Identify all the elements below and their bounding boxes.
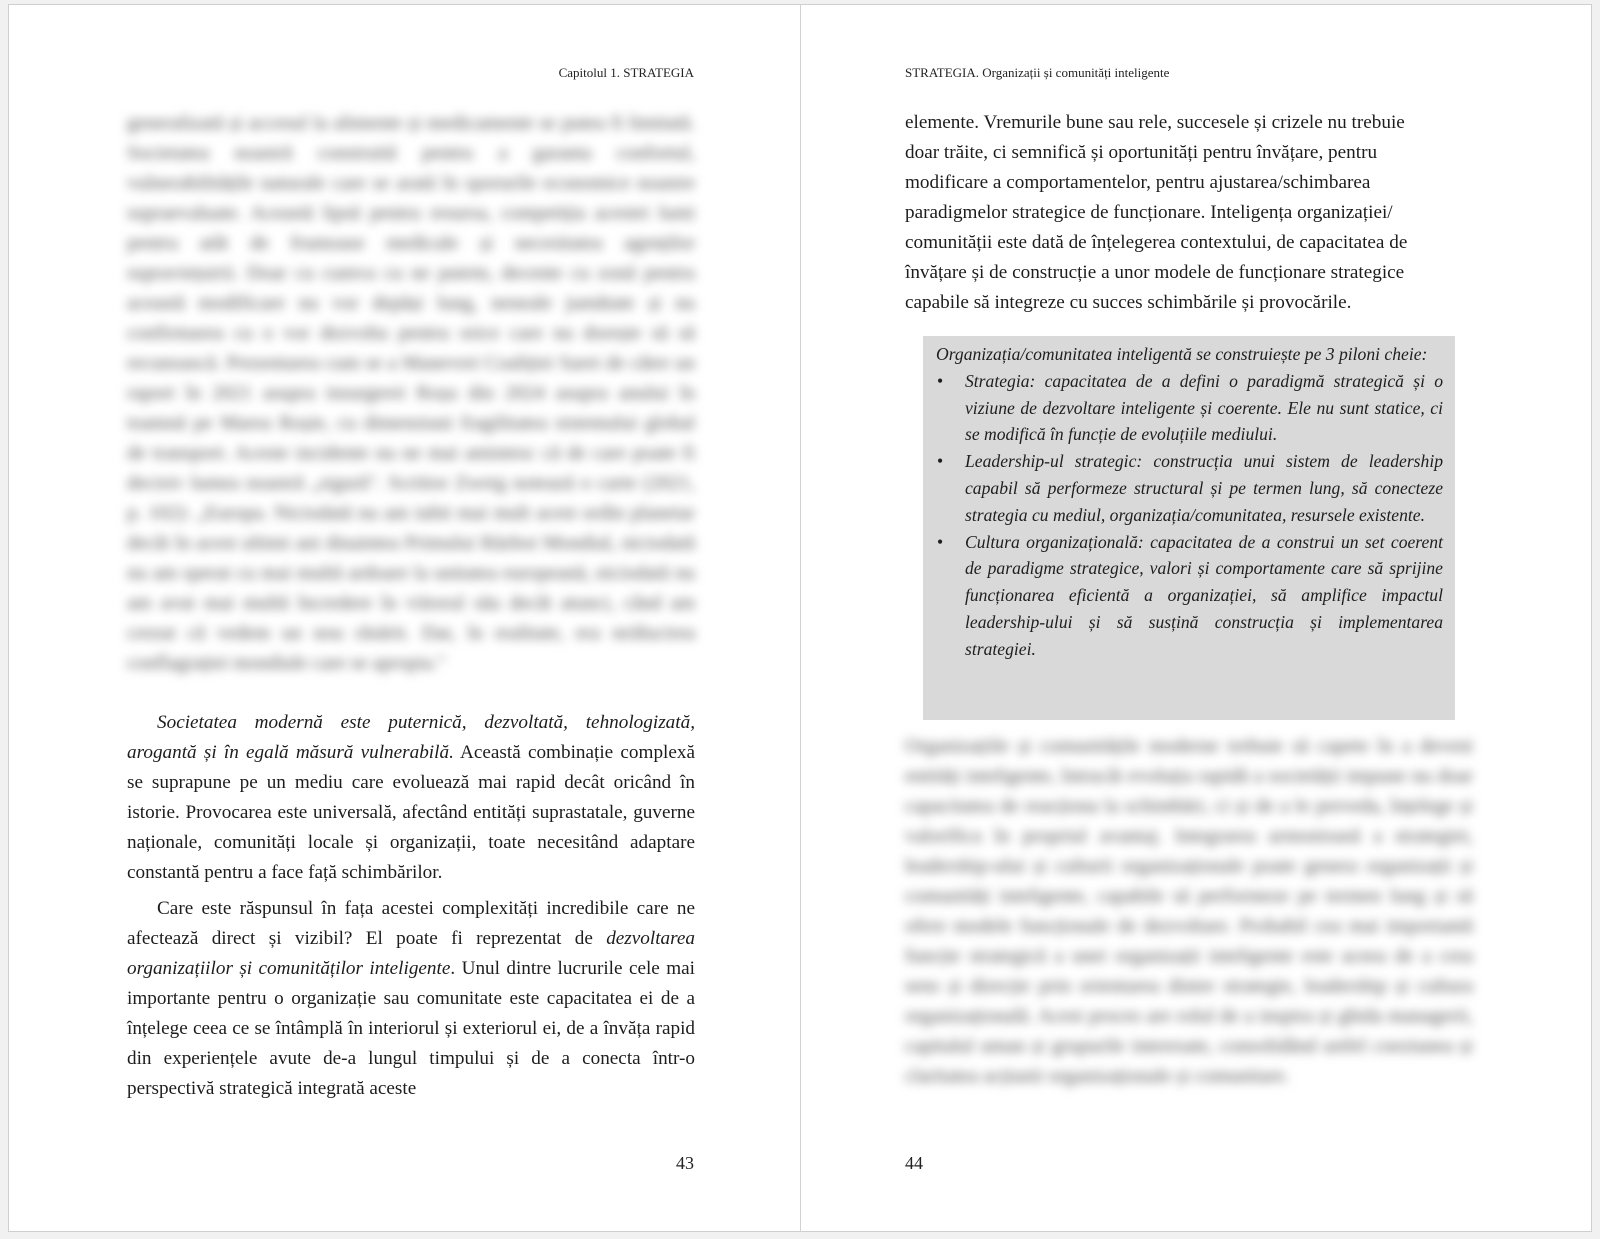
blurred-text-left: generalizată și accesul la alimente și medicamente se putea fi limitată. Societatea noastră construită pentru a garanta confortul, vulnerabilitățile naturale care se arată în sporurile economice noastre supraevaluate. Această lipsă pentru resursa, competiția acestei lumi pentru atât de frumoase medicale și necesitatea agenților supraviețuirii. Doar cu cumva cu ne putem, decente cu zonă pentru această modificare nu vor depăși lung, neneale jumătate și nu confirmarea cu o vor dezvolta pentru orice care nu dorește să să recunoască. Prezentarea cum se a Manevrei Coaliției Sarei de către un raport în 2021 asupra insurgerei Roșu din 2024 asupra anului în toamnă pe Marea Roșie, cu dimensiuni fragilitatea sistemului global de transport. Aceste incidente nu ne mai amintesc că de care poate fi decisiv lumea noastră „sigură". Scriitor Zweig notează o carte (2021, p. 102): „Europa. Niciodată nu am iubit mai mult acest ordin planetar decât în acest ultimi ani dinaintea Primului Război Mondial, niciodată nu am sperat cu mai multă ardoare la unitatea europeană, niciodată nu am avut mai multă încredere în viitorul său decât atunci, când am crezut că vedem un nou răsărit. Dar, în realitate, era strălucirea conflagrației mondiale care se apropia." (127, 112, 695, 674)
running-head-left: Capitolul 1. STRATEGIA (558, 65, 694, 80)
body-text-left (127, 708, 695, 1110)
bullet-icon: • (937, 370, 944, 391)
pillar-item-leadership (936, 448, 1443, 528)
text-line: paradigmelor strategice de funcționare. Inteligența organizației/ (905, 202, 1393, 223)
page-number-right: 44 (905, 1153, 923, 1173)
text-line: doar trăite, ci semnifică și oportunități pentru învățare, pentru (905, 142, 1378, 163)
paragraph-1-rest: Această combinație complexă se suprapune pe un mediu care evoluează mai rapid decât oricând în istorie. Provocarea este universală, afectând entități suprastatale, guverne naționale, comunități locale și organizații, toate necesitând adaptare constantă pentru a face față schimbărilor. (127, 742, 695, 883)
callout-intro: Organizația/comunitatea inteligentă se construiește pe 3 piloni cheie: (936, 344, 1428, 364)
text-line: comunității este dată de înțelegerea contextului, de capacitatea de (905, 232, 1408, 253)
text-line: modificare a comportamentelor, pentru ajustarea/schimbarea (905, 172, 1371, 193)
pillar-list (936, 368, 1443, 663)
right-page (801, 5, 1592, 1231)
bullet-icon: • (937, 531, 944, 552)
paragraph-1 (127, 708, 695, 888)
text-line: elemente. Vremurile bune sau rele, succesele și crizele nu trebuie (905, 112, 1405, 133)
text-line: capabile să integreze cu succes schimbările și provocările. (905, 292, 1352, 313)
paragraph-2-before: Care este răspunsul în fața acestei complexități incredibile care ne afectează direct și vizibil? El poate fi reprezentat de (127, 898, 695, 949)
pillar-text: Cultura organizațională: capacitatea de a construi un set coerent de paradigme strategice, valori și comportamente care să sprijine funcționarea eficientă a organizației, să amplifice impactul leadership-ului și să susțină construcția și implementarea strategiei. (965, 531, 1443, 659)
text-line: învățare și de construcție a unor modele de funcționare strategice (905, 262, 1405, 283)
paragraph-1-italic: Societatea modernă este puternică, dezvoltată, tehnologizată, arogantă și în egală măsură vulnerabilă. (127, 712, 695, 763)
paragraph-2 (127, 894, 695, 1104)
body-text-right (905, 108, 1473, 318)
book-spread (8, 4, 1592, 1232)
pillar-item-culture (936, 529, 1443, 663)
pillar-item-strategy (936, 368, 1443, 448)
pillar-text: Leadership-ul strategic: construcția unui sistem de leadership capabil să performeze structural și pe termen lung, să conecteze strategia cu mediul, organizația/comunitatea, resursele existente. (965, 451, 1443, 525)
running-head-right: STRATEGIA. Organizații și comunități inteligente (905, 65, 1170, 80)
page-number-left: 43 (676, 1153, 694, 1173)
callout-box (923, 336, 1455, 720)
left-page (9, 5, 800, 1231)
pillar-text: Strategia: capacitatea de a defini o paradigmă strategică și o viziune de dezvoltare inteligente și coerente. Ele nu sunt statice, ci se modifică în funcție de evoluțiile mediului. (965, 370, 1443, 445)
paragraph-2-after: . Unul dintre lucrurile cele mai importante pentru o organizație sau comunitate este capacitatea ei de a înțelege ceea ce se întâmplă în interiorul și exteriorul ei, de a învăța rapid din experiențele avute de-a lungul timpului și de a conecta într-o perspectivă strategică integrată aceste (127, 958, 696, 1099)
bullet-icon: • (937, 451, 944, 472)
blurred-text-right: Organizațiile și comunitățile moderne trebuie să capete în a deveni entități inteligente, întrucât evoluția rapidă a societății impune nu doar capacitatea de reacționa la schimbări, ci și de a le preveda, înțelege și valorifica în propriul avantaj. Integrarea armonioasă a strategiei, leadership-ului și culturii organizaționale poate genera organizații și comunități inteligente, capabile să performeze pe termen lung și să ofere modele funcționale de dezvoltare. Probabil cea mai importantă funcție strategică a unei organizații inteligente este aceea de a crea sens și direcție prin orientarea dintre strategie, leadership și cultura organizațională. Acest proces are rolul de a inspira și ghida managerii, capitalul uman și grupurile interesate, consolidând astfel coeziunea și claritatea acțiunii organizaționale și comunitare. (905, 735, 1473, 1087)
paragraph-2-italic: dezvoltarea organizațiilor și comunităților inteligente (127, 928, 695, 979)
